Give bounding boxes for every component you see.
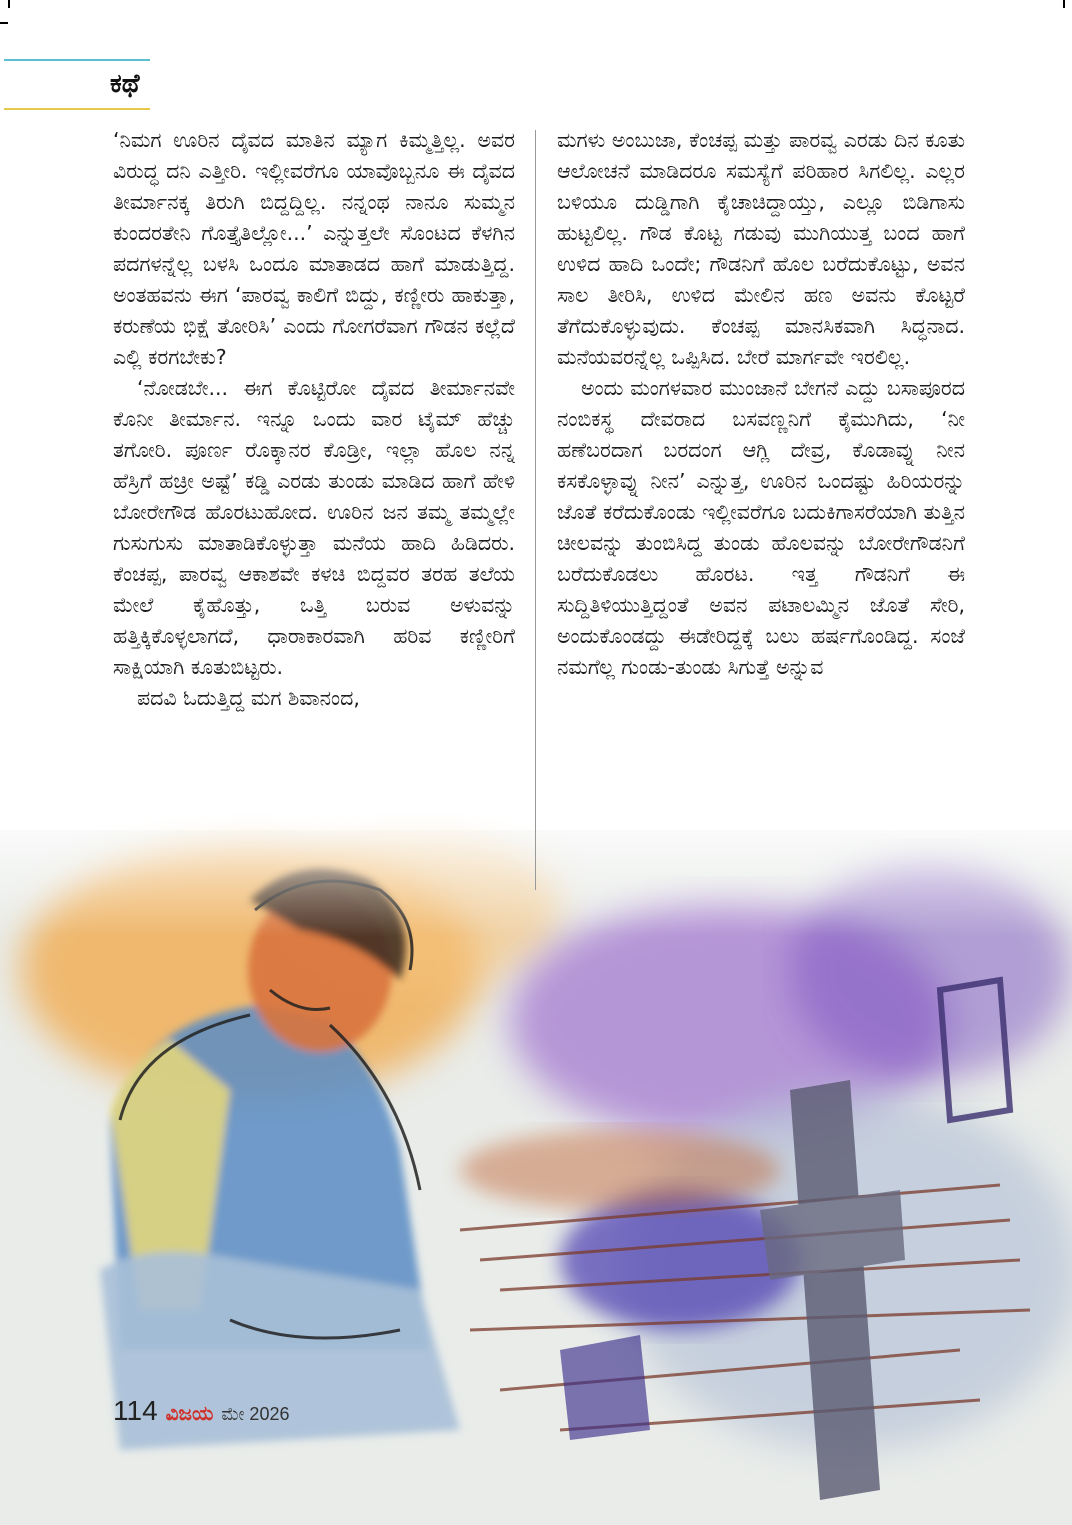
page-footer	[113, 1395, 289, 1427]
article-column-left	[113, 125, 515, 885]
section-header	[0, 55, 152, 110]
header-rule-yellow	[4, 108, 150, 110]
issue-date: ಮೇ 2026	[221, 1404, 290, 1424]
paragraph: ಪದವಿ ಓದುತ್ತಿದ್ದ ಮಗ ಶಿವಾನಂದ,	[137, 686, 360, 710]
paragraph: ಅಂದು ಮಂಗಳವಾರ ಮುಂಜಾನೆ ಬೇಗನೆ ಎದ್ದು ಬಸಾಪೂರದ ನಂಬಿಕಸ್ಥ ದೇವರಾದ ಬಸವಣ್ಣನಿಗೆ ಕೈಮುಗಿದು, ‘ನೀ ಹಣೆಬರದಾಗ ಬರದಂಗ ಆಗ್ಲಿ ದೇವ್ರ, ಕೊಡಾವ್ನು ನೀನ ಕಸಕೊಳ್ಳಾವ್ನು ನೀನ’ ಎನ್ನುತ್ತ, ಊರಿನ ಒಂದಷ್ಟು ಹಿರಿಯರನ್ನು ಜೊತೆ ಕರೆದುಕೊಂಡು ಇಲ್ಲೀವರೆಗೂ ಬದುಕಿಗಾಸರೆಯಾಗಿ ತುತ್ತಿನ ಚೀಲವನ್ನು ತುಂಬಿಸಿದ್ದ ತುಂಡು ಹೊಲವನ್ನು ಬೋರೇಗೌಡನಿಗೆ ಬರೆದುಕೊಡಲು ಹೊರಟ. ಇತ್ತ ಗೌಡನಿಗೆ ಈ ಸುದ್ದಿತಿಳಿಯುತ್ತಿದ್ದಂತೆ ಅವನ ಪಟಾಲಮ್ಮಿನ ಜೊತೆ ಸೇರಿ, ಅಂದುಕೊಂಡದ್ದು ಈಡೇರಿದ್ದಕ್ಕೆ ಬಲು ಹರ್ಷಗೊಂಡಿದ್ದ. ಸಂಜೆ ನಮಗೆಲ್ಲ ಗುಂಡು-ತುಂಡು ಸಿಗುತ್ತೆ ಅನ್ನುವ	[557, 376, 965, 679]
paragraph: ಮಗಳು ಅಂಬುಜಾ, ಕೆಂಚಪ್ಪ ಮತ್ತು ಪಾರವ್ವ ಎರಡು ದಿನ ಕೂತು ಆಲೋಚನೆ ಮಾಡಿದರೂ ಸಮಸ್ಯೆಗೆ ಪರಿಹಾರ ಸಿಗಲಿಲ್ಲ. ಎಲ್ಲರ ಬಳಿಯೂ ದುಡ್ಡಿಗಾಗಿ ಕೈಚಾಚಿದ್ದಾಯ್ತು, ಎಲ್ಲೂ ಬಿಡಿಗಾಸು ಹುಟ್ಟಲಿಲ್ಲ. ಗೌಡ ಕೊಟ್ಟ ಗಡುವು ಮುಗಿಯುತ್ತ ಬಂದ ಹಾಗೆ ಉಳಿದ ಹಾದಿ ಒಂದೇ; ಗೌಡನಿಗೆ ಹೊಲ ಬರೆದುಕೊಟ್ಟು, ಅವನ ಸಾಲ ತೀರಿಸಿ, ಉಳಿದ ಮೇಲಿನ ಹಣ ಅವನು ಕೊಟ್ಟರೆ ತೆಗೆದುಕೊಳ್ಳುವುದು. ಕೆಂಚಪ್ಪ ಮಾನಸಿಕವಾಗಿ ಸಿದ್ಧನಾದ. ಮನೆಯವರನ್ನೆಲ್ಲ ಒಪ್ಪಿಸಿದ. ಬೇರೆ ಮಾರ್ಗವೇ ಇರಲಿಲ್ಲ.	[557, 128, 965, 369]
header-rule-cyan	[4, 59, 150, 61]
magazine-logo: ವಿಜಯ	[165, 1401, 214, 1425]
column-divider	[535, 130, 536, 890]
crop-mark-top-left-h	[0, 22, 8, 24]
crop-mark-top-right	[1063, 0, 1065, 8]
section-label: ಕಥೆ	[110, 69, 140, 99]
crop-mark-top-left	[8, 0, 10, 8]
article-column-right	[557, 125, 965, 885]
page-number: 114	[113, 1395, 158, 1426]
paragraph: ‘ನೋಡಬೇ... ಈಗ ಕೊಟ್ಟಿರೋ ದೈವದ ತೀರ್ಮಾನವೇ ಕೊನೀ ತೀರ್ಮಾನ. ಇನ್ನೂ ಒಂದು ವಾರ ಟೈಮ್ ಹೆಚ್ಚು ತಗೋರಿ. ಪೂರ್ಣ ರೊಕ್ಕಾನರ ಕೊಡ್ರೀ, ಇಲ್ಲಾ ಹೊಲ ನನ್ನ ಹೆಸ್ರಿಗೆ ಹಚ್ರೀ ಅಷ್ಟೆ’ ಕಡ್ಡಿ ಎರಡು ತುಂಡು ಮಾಡಿದ ಹಾಗೆ ಹೇಳಿ ಬೋರೇಗೌಡ ಹೊರಟುಹೋದ. ಊರಿನ ಜನ ತಮ್ಮ ತಮ್ಮಲ್ಲೇ ಗುಸುಗುಸು ಮಾತಾಡಿಕೊಳ್ಳುತ್ತಾ ಮನೆಯ ಹಾದಿ ಹಿಡಿದರು. ಕೆಂಚಪ್ಪ, ಪಾರವ್ವ ಆಕಾಶವೇ ಕಳಚಿ ಬಿದ್ದವರ ತರಹ ತಲೆಯ ಮೇಲೆ ಕೈಹೊತ್ತು, ಒತ್ತಿ ಬರುವ ಅಳುವನ್ನು ಹತ್ತಿಕ್ಕಿಕೊಳ್ಳಲಾಗದೆ, ಧಾರಾಕಾರವಾಗಿ ಹರಿವ ಕಣ್ಣೀರಿಗೆ ಸಾಕ್ಷಿಯಾಗಿ ಕೂತುಬಿಟ್ಟರು.	[113, 376, 515, 679]
paragraph: ‘ನಿಮಗ ಊರಿನ ದೈವದ ಮಾತಿನ ಮ್ಯಾಗ ಕಿಮ್ಮತ್ತಿಲ್ಲ. ಅವರ ವಿರುದ್ಧ ದನಿ ಎತ್ತೀರಿ. ಇಲ್ಲೀವರೆಗೂ ಯಾವೊಬ್ಬನೂ ಈ ದೈವದ ತೀರ್ಮಾನಕ್ಕ ತಿರುಗಿ ಬಿದ್ದದ್ದಿಲ್ಲ. ನನ್ನಂಥ ನಾನೂ ಸುಮ್ಮನ ಕುಂದರತೇನಿ ಗೊತ್ತೈತಿಲ್ಲೋ...’ ಎನ್ನುತ್ತಲೇ ಸೊಂಟದ ಕೆಳಗಿನ ಪದಗಳನ್ನೆಲ್ಲ ಬಳಸಿ ಒಂದೂ ಮಾತಾಡದ ಹಾಗೆ ಮಾಡುತ್ತಿದ್ದ. ಅಂತಹವನು ಈಗ ‘ಪಾರವ್ವ ಕಾಲಿಗೆ ಬಿದ್ದು, ಕಣ್ಣೀರು ಹಾಕುತ್ತಾ, ಕರುಣೆಯ ಭಿಕ್ಷೆ ತೋರಿಸಿ’ ಎಂದು ಗೋಗರೆವಾಗ ಗೌಡನ ಕಲ್ಲೆದೆ ಎಲ್ಲಿ ಕರಗಬೇಕು?	[113, 128, 515, 369]
